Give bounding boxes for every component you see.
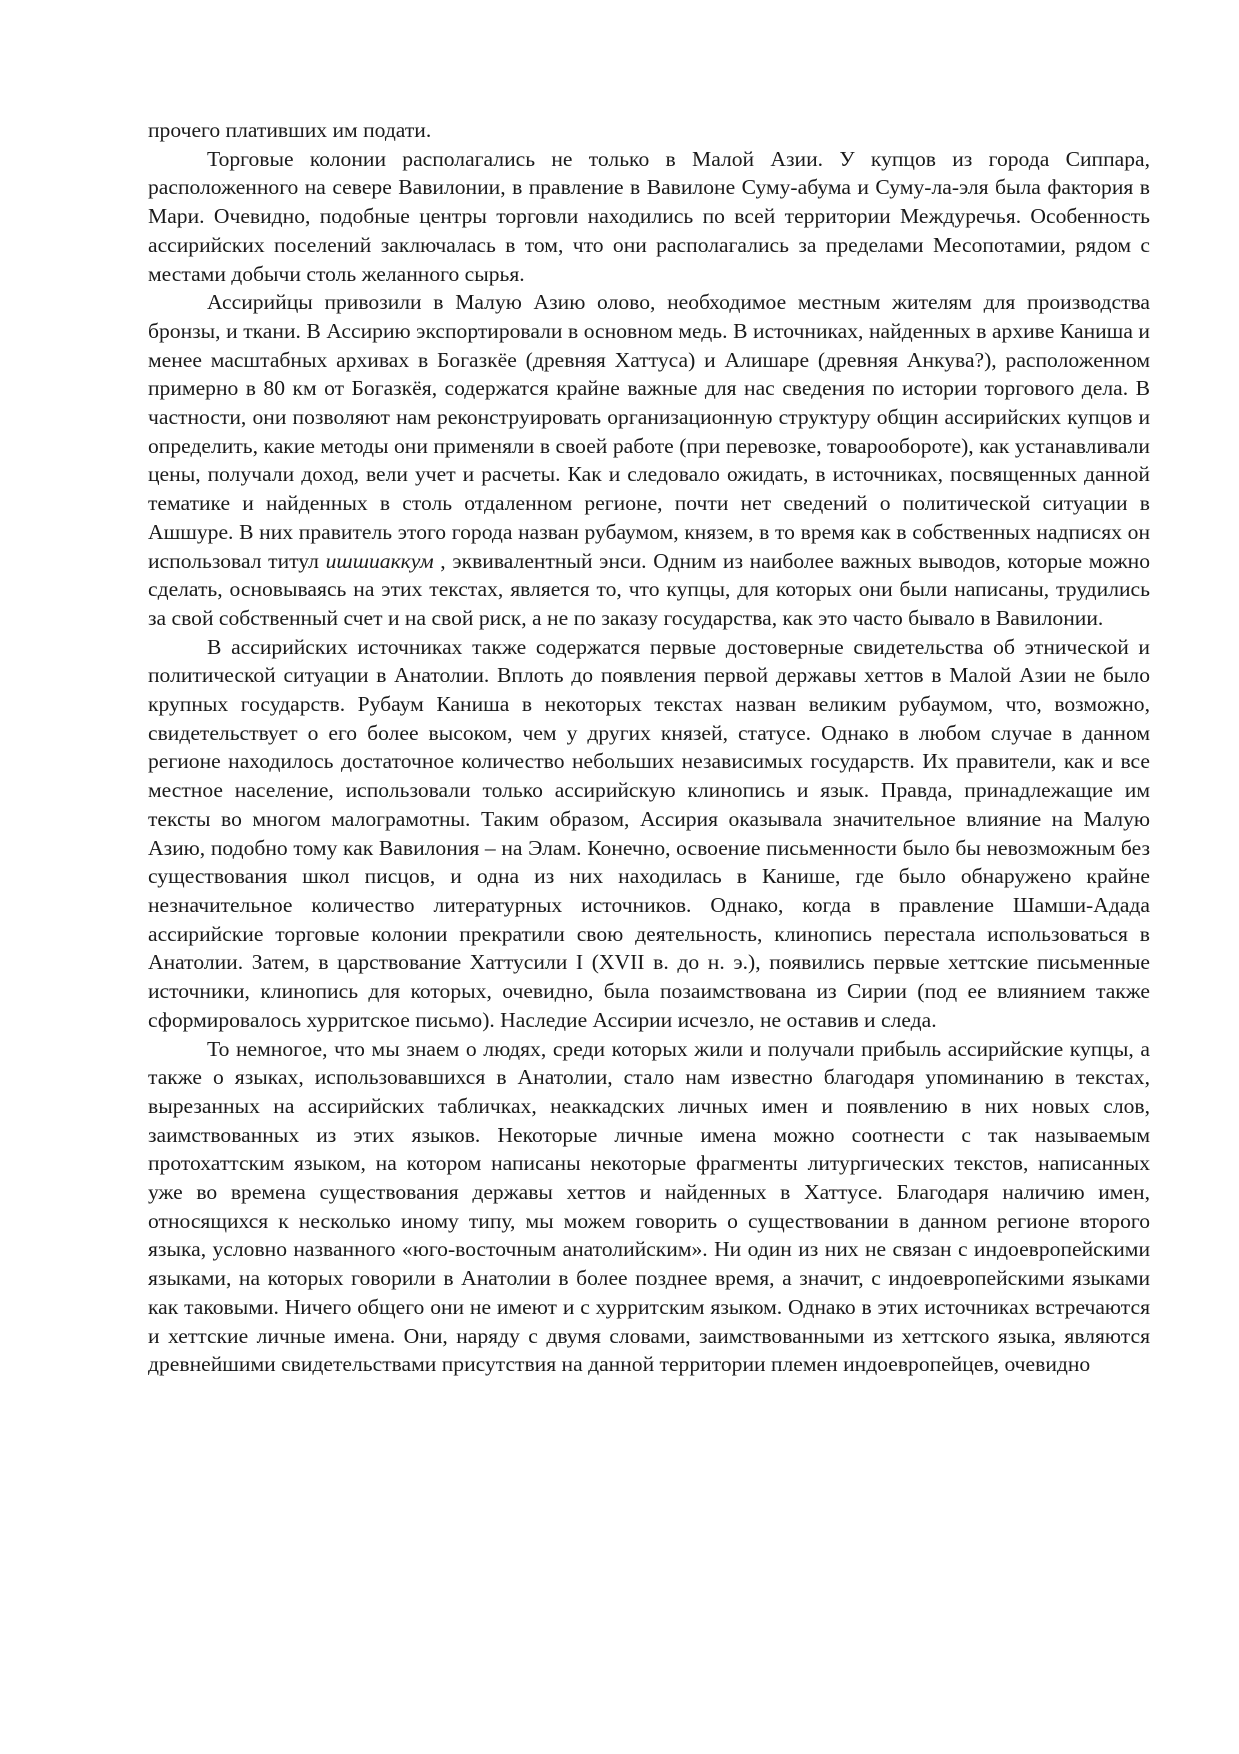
paragraph-continuation: прочего плативших им подати. [148, 118, 432, 142]
paragraph-trade-colonies: Торговые колонии располагались не только в Малой Азии. У купцов из города Сиппара, расположенного на севере Вавилонии, в правление в Вавилоне Суму-абума и Суму-ла-эля была фактория в Мари. Очевидно, подобные центры торговли находились по всей территории Междуречья. Особенность ассирийских поселений заключалась в том, что они располагались за пределами Месопотамии, рядом с местами добычи столь желанного сырья. [148, 146, 1150, 286]
paragraph-assyrian-imports [148, 288, 1150, 632]
paragraph-text-after: , эквивалентный энси. Одним из наиболее важных выводов, которые можно сделать, основываясь на этих текстах, является то, что купцы, для которых они были написаны, трудились за свой собственный счет и на свой риск, а не по заказу государства, как это часто бывало в Вавилонии. [148, 548, 1150, 630]
document-page [148, 116, 1150, 1379]
paragraph-anatolia-situation: В ассирийских источниках также содержатся первые достоверные свидетельства об этнической и политической ситуации в Анатолии. Вплоть до появления первой державы хеттов в Малой Азии не было крупных государств. Рубаум Каниша в некоторых текстах назван великим рубаумом, что, возможно, свидетельствует о его более высоком, чем у других князей, статусе. Однако в любом случае в данном регионе находилось достаточное количество небольших независимых государств. Их правители, как и все местное население, использовали только ассирийскую клинопись и язык. Правда, принадлежащие им тексты во многом малограмотны. Таким образом, Ассирия оказывала значительное влияние на Малую Азию, подобно тому как Вавилония – на Элам. Конечно, освоение письменности было бы невозможным без существования школ писцов, и одна из них находилась в Канише, где было обнаружено крайне незначительное количество литературных источников. Однако, когда в правление Шамши-Адада ассирийские торговые колонии прекратили свою деятельность, клинопись перестала использоваться в Анатолии. Затем, в царствование Хаттусили I (XVII в. до н. э.), появились первые хеттские письменные источники, клинопись для которых, очевидно, была позаимствована из Сирии (под ее влиянием также сформировалось хурритское письмо). Наследие Ассирии исчезло, не оставив и следа. [148, 634, 1150, 1032]
paragraph-languages: То немногое, что мы знаем о людях, среди которых жили и получали прибыль ассирийские купцы, а также о языках, использовавшихся в Анатолии, стало нам известно благодаря упоминанию в текстах, вырезанных на ассирийских табличках, неаккадских личных имен и появлению в них новых слов, заимствованных из этих языков. Некоторые личные имена можно соотнести с так называемым протохаттским языком, на котором написаны некоторые фрагменты литургических текстов, написанных уже во времена существования державы хеттов и найденных в Хаттусе. Благодаря наличию имен, относящихся к несколько иному типу, мы можем говорить о существовании в данном регионе второго языка, условно названного «юго-восточным анатолийским». Ни один из них не связан с индоевропейскими языками, на которых говорили в Анатолии в более позднее время, а значит, с индоевропейскими языками как таковыми. Ничего общего они не имеют и с хурритским языком. Однако в этих источниках встречаются и хеттские личные имена. Они, наряду с двумя словами, заимствованными из хеттского языка, являются древнейшими свидетельствами присутствия на данной территории племен индоевропейцев, очевидно [148, 1036, 1150, 1377]
paragraph-text-before: Ассирийцы привозили в Малую Азию олово, необходимое местным жителям для производства бронзы, и ткани. В Ассирию экспортировали в основном медь. В источниках, найденных в архиве Каниша и менее масштабных архивах в Богазкёе (древняя Хаттуса) и Алишаре (древняя Анкува?), расположенном примерно в 80 км от Богазкёя, содержатся крайне важные для нас сведения по истории торгового дела. В частности, они позволяют нам реконструировать организационную структуру общин ассирийских купцов и определить, какие методы они применяли в своей работе (при перевозке, товарообороте), как устанавливали цены, получали доход, вели учет и расчеты. Как и следовало ожидать, в источниках, посвященных данной тематике и найденных в столь отдаленном регионе, почти нет сведений о политической ситуации в Ашшуре. В них правитель этого города назван рубаумом, князем, в то время как в собственных надписях он использовал титул [148, 290, 1150, 573]
italic-term: ишшиаккум [325, 548, 434, 573]
